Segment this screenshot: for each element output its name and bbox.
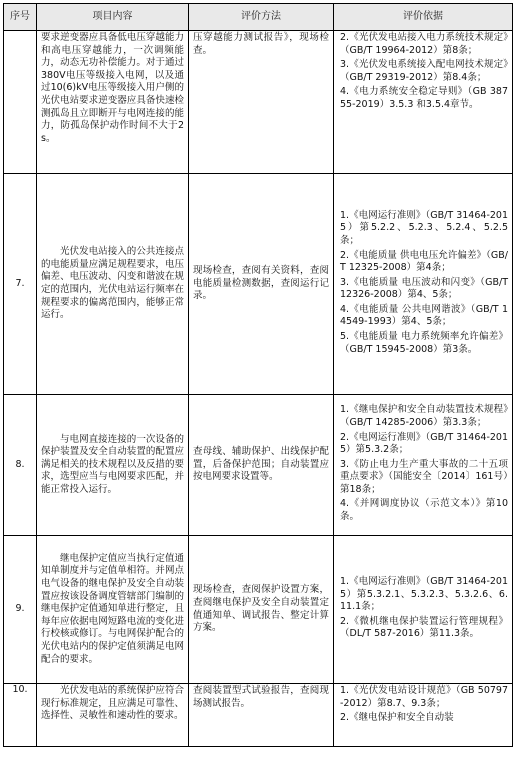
evaluation-table [3, 3, 513, 747]
row-basis [334, 395, 513, 536]
row-seq: 8. [4, 395, 37, 536]
row-content-text: 光伏发电站接入的公共连接点的电能质量应满足规程要求，电压偏差、电压波动、闪变和谐波在规定的范围内，光伏电站运行频率在规程要求的偏离范围内，能够正常运行。 [41, 246, 184, 321]
row-content [37, 395, 189, 536]
header-item: 项目内容 [37, 4, 189, 31]
row-content [37, 684, 189, 747]
basis-item: 1.《光伏发电站设计规范》（GB 50797-2012）第8.7、9.3条； [340, 685, 508, 709]
header-seq: 序号 [4, 4, 37, 31]
row-method: 现场检查，查阅保护设置方案，查阅继电保护及安全自动装置定值通知单、调试报告、整定计算方案。 [189, 536, 334, 684]
row-content-text: 与电网直接连接的一次设备的保护装置及安全自动装置的配置应满足相关的技术规程以及反措的要求，选型应当与电网要求匹配，并能正常投入运行。 [41, 433, 184, 495]
basis-item: 1.《继电保护和安全自动装置技术规程》（GB/T 14285-2006）第3.3条； [340, 404, 508, 428]
basis-item: 2.《电网运行准则》（GB/T 31464-2015）第5.3.2条； [340, 431, 508, 456]
row-method: 查阅装置型式试验报告，查阅现场测试报告。 [189, 684, 334, 747]
row-content-text: 继电保护定值应当执行定值通知单制度并与定值单相符。并网点电气设备的继电保护及安全自动装置应按该设备调度管辖部门编制的继电保护定值通知单进行整定，且每年应依据电网短路电流的变化进行校核或修订。与电网保护配合的光伏电站内的保护定值须满足电网配合的要求。 [41, 552, 184, 665]
basis-item: 1.《电网运行准则》（GB/T 31464-2015）第5.3.2.1、5.3.2.3、5.3.2.6、6.11.1条； [340, 576, 508, 613]
table-row [4, 395, 513, 536]
table-header-row [4, 4, 513, 31]
basis-item: 4.《电力系统安全稳定导则》（GB 38755-2019）3.5.3 和3.5.4章节。 [340, 86, 508, 110]
header-basis: 评价依据 [334, 4, 513, 31]
basis-item: 2.《光伏发电站接入电力系统技术规定》（GB/T 19964-2012）第8条； [340, 32, 508, 56]
basis-item: 4.《电能质量 公共电网谐波》（GB/T 14549-1993）第4、5条； [340, 303, 508, 328]
basis-item: 3.《光伏发电系统接入配电网技术规定》（GB/T 29319-2012）第8.4条； [340, 59, 508, 83]
basis-item: 1.《电网运行准则》（GB/T 31464-2015）第5.2.2、5.2.3、5.2.4、5.2.5条； [340, 209, 508, 246]
row-basis [334, 684, 513, 747]
row-method: 查母线、辅助保护、出线保护配置，后备保护范围；自动装置应按电网要求设置等。 [189, 395, 334, 536]
row-basis [334, 174, 513, 395]
basis-item: 3.《防止电力生产重大事故的二十五项重点要求》（国能安全〔2014〕161号）第18条； [340, 458, 508, 495]
row-seq: 9. [4, 536, 37, 684]
row-content [37, 174, 189, 395]
table-row [4, 174, 513, 395]
row-content: 要求逆变器应具备低电压穿越能力和高电压穿越能力，一次调频能力，动态无功补偿能力。对于通过380V电压等级接入电网，以及通过10(6)kV电压等级接入用户侧的光伏电站要求逆变器应具备快速检测孤岛且立即断开与电网连接的能力，防孤岛保护动作时间不大于2s。 [37, 31, 189, 174]
row-content-text: 光伏发电站的系统保护应符合现行标准规定，且应满足可靠性、选择性、灵敏性和速动性的要求。 [41, 685, 184, 722]
basis-item: 5.《电能质量 电力系统频率允许偏差》（GB/T 15945-2008）第3条。 [340, 331, 508, 355]
row-seq: 7. [4, 174, 37, 395]
row-seq: 10. [4, 684, 37, 747]
table-row [4, 31, 513, 174]
basis-item: 2.《微机继电保护装置运行管理规程》（DL/T 587-2016）第11.3条。 [340, 615, 508, 640]
header-method: 评价方法 [189, 4, 334, 31]
row-method: 压穿越能力测试报告》，现场检查。 [189, 31, 334, 174]
row-seq [4, 31, 37, 174]
row-basis [334, 536, 513, 684]
row-content [37, 536, 189, 684]
row-basis [334, 31, 513, 174]
basis-item: 3.《电能质量 电压波动和闪变》（GB/T 12326-2008）第4、5条； [340, 276, 508, 301]
row-method: 现场检查，查阅有关资料，查阅电能质量检测数据，查阅运行记录。 [189, 174, 334, 395]
basis-item: 2.《电能质量 供电电压允许偏差》（GB/T 12325-2008）第4条； [340, 249, 508, 274]
basis-item: 2.《继电保护和安全自动装 [340, 712, 454, 724]
table-row [4, 684, 513, 747]
basis-item: 4.《并网调度协议（示范文本）》第10条。 [340, 498, 508, 523]
table-row [4, 536, 513, 684]
